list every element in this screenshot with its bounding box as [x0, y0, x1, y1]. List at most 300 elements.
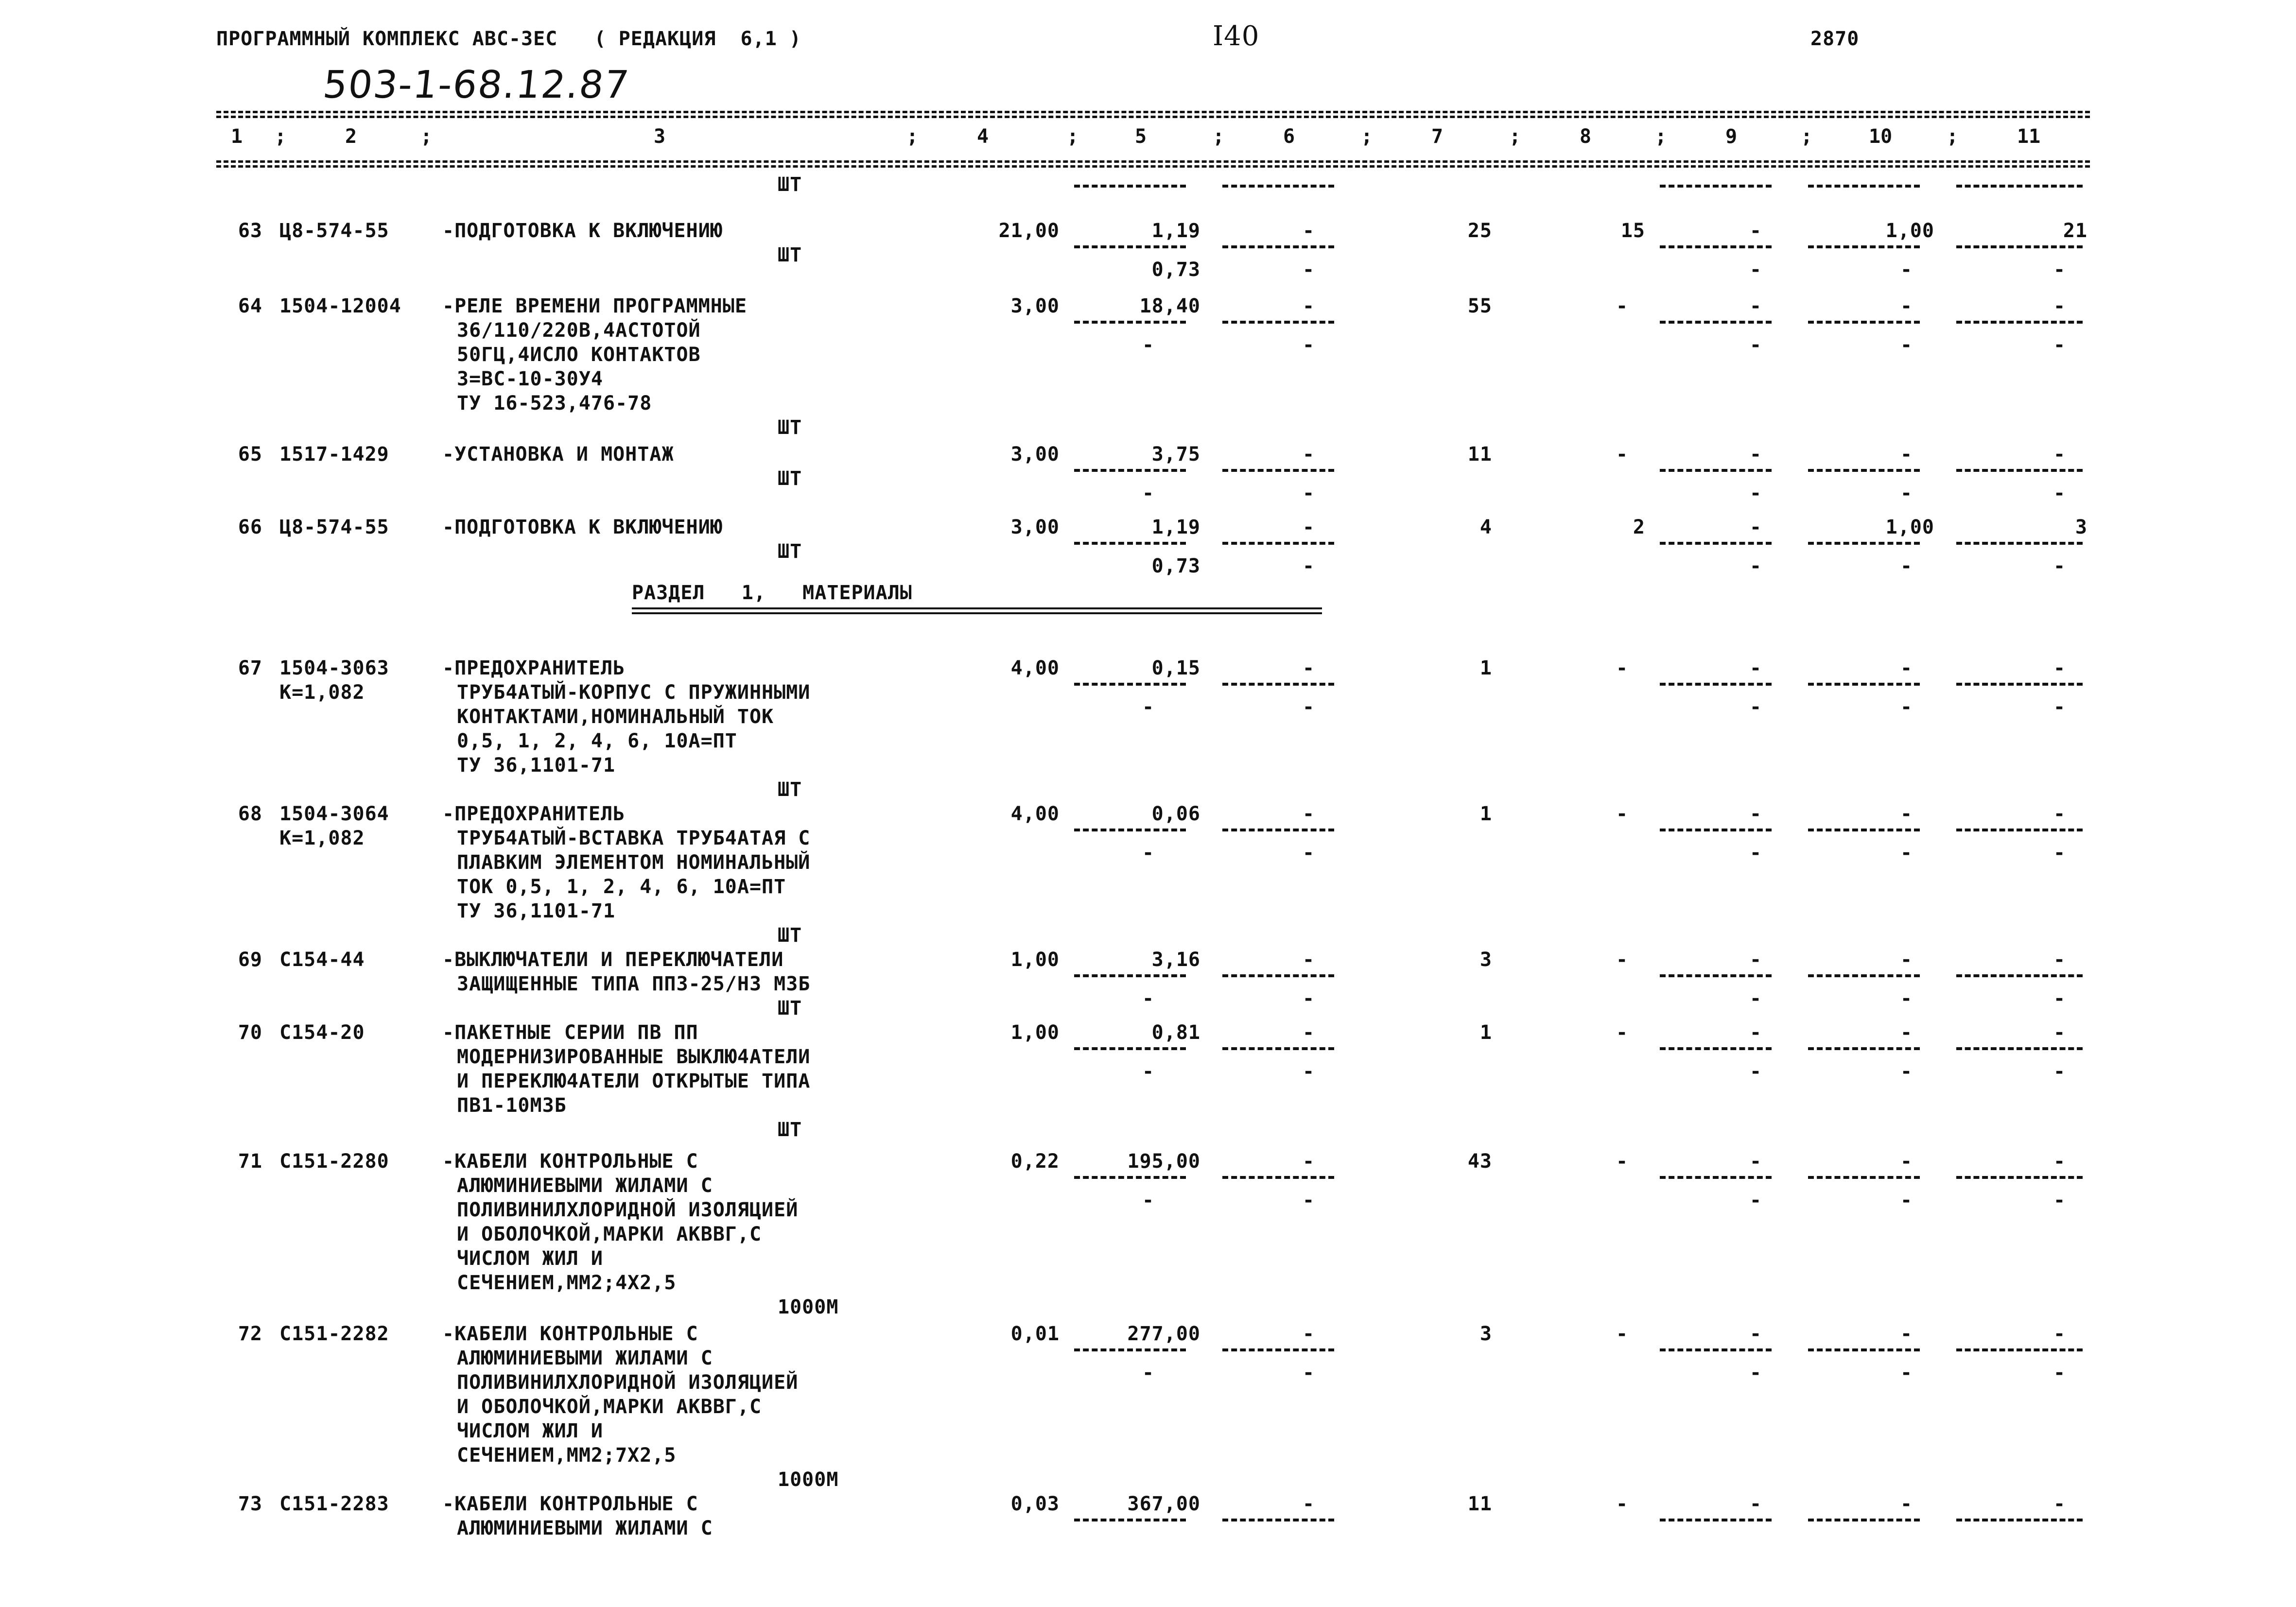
row-code: 1504-3064 — [279, 803, 389, 825]
cell-col6-secondary: - — [1303, 555, 1315, 577]
cell-col10: - — [1900, 1323, 1913, 1345]
dashed-separator — [1808, 974, 1920, 977]
row-number: 72 — [238, 1323, 262, 1345]
row-description-line: -УСТАНОВКА И МОНТАЖ — [442, 443, 674, 466]
dashed-separator — [1808, 185, 1920, 188]
row-description-line: ТРУБ4АТЫЙ-ВСТАВКА ТРУБ4АТАЯ С — [457, 827, 811, 849]
row-description-line: ЧИСЛОМ ЖИЛ И — [457, 1247, 603, 1270]
dashed-separator — [1222, 974, 1334, 977]
cell-col5: 0,06 — [1151, 803, 1200, 825]
dashed-separator — [1074, 829, 1186, 831]
row-unit: ШТ — [778, 416, 802, 439]
section-heading: РАЗДЕЛ 1, МАТЕРИАЛЫ — [632, 582, 912, 604]
cell-col11-secondary: - — [2053, 259, 2066, 281]
cell-col11-secondary: - — [2053, 334, 2066, 356]
cell-col5-secondary: 0,73 — [1151, 555, 1200, 577]
row-code: С151-2282 — [279, 1323, 389, 1345]
col-num-10: 10 — [1869, 125, 1893, 148]
dashed-separator — [1660, 1519, 1772, 1521]
cell-col6-secondary: - — [1303, 1060, 1315, 1083]
col-sep: ; — [1947, 125, 1959, 148]
dashed-separator — [1660, 321, 1772, 324]
dashed-separator — [1808, 542, 1920, 545]
cell-col9: - — [1750, 949, 1762, 971]
header-rule — [216, 160, 2090, 163]
cell-col11: - — [2053, 803, 2066, 825]
cell-col9-secondary: - — [1750, 482, 1762, 504]
dashed-separator — [1222, 245, 1334, 248]
cell-col9: - — [1750, 657, 1762, 679]
cell-col11-secondary: - — [2053, 696, 2066, 718]
cell-col9: - — [1750, 1021, 1762, 1044]
cell-col5-secondary: - — [1142, 842, 1155, 864]
row-code: 1517-1429 — [279, 443, 389, 466]
cell-col6: - — [1303, 516, 1315, 538]
cell-col4: 0,03 — [1010, 1493, 1060, 1515]
cell-col10-secondary: - — [1900, 555, 1913, 577]
cell-col10: - — [1900, 1493, 1913, 1515]
cell-col4: 4,00 — [1010, 803, 1060, 825]
page-number: I40 — [1213, 20, 1260, 52]
dashed-separator — [1222, 1176, 1334, 1179]
row-unit: ШТ — [778, 467, 802, 490]
cell-col8: - — [1616, 443, 1629, 466]
cell-col11-secondary: - — [2053, 1362, 2066, 1384]
dashed-separator — [1074, 542, 1186, 545]
col-sep: ; — [1067, 125, 1079, 148]
cell-col5-secondary: - — [1142, 696, 1155, 718]
cell-col10: - — [1900, 803, 1913, 825]
cell-col11: - — [2053, 1323, 2066, 1345]
row-description-line: СЕЧЕНИЕМ,ММ2;4Х2,5 — [457, 1272, 677, 1294]
col-sep: ; — [1509, 125, 1521, 148]
dashed-separator — [1660, 829, 1772, 831]
dashed-separator — [1074, 1047, 1186, 1050]
cell-col5-secondary: - — [1142, 1060, 1155, 1083]
cell-col6: - — [1303, 443, 1315, 466]
col-num-6: 6 — [1283, 125, 1295, 148]
dashed-separator — [1660, 683, 1772, 686]
row-description-line: 36/110/220В,4АСТОТОЙ — [457, 319, 701, 342]
cell-col6-secondary: - — [1303, 1189, 1315, 1211]
dashed-separator — [1074, 974, 1186, 977]
cell-col11: - — [2053, 949, 2066, 971]
cell-col9-secondary: - — [1750, 1189, 1762, 1211]
dashed-separator — [1956, 321, 2083, 324]
cell-col7: 43 — [1467, 1150, 1492, 1173]
row-description-line: ПОЛИВИНИЛХЛОРИДНОЙ ИЗОЛЯЦИЕЙ — [457, 1371, 799, 1394]
cell-col4: 3,00 — [1010, 443, 1060, 466]
cell-col6-secondary: - — [1303, 696, 1315, 718]
col-sep: ; — [1213, 125, 1225, 148]
cell-col9: - — [1750, 220, 1762, 242]
cell-col10-secondary: - — [1900, 987, 1913, 1010]
dashed-separator — [1956, 245, 2083, 248]
cell-col11: - — [2053, 1493, 2066, 1515]
row-code: 1504-12004 — [279, 295, 401, 317]
cell-col6: - — [1303, 1021, 1315, 1044]
dashed-separator — [1956, 1176, 2083, 1179]
dashed-separator — [1956, 185, 2083, 188]
cell-col6-secondary: - — [1303, 1362, 1315, 1384]
cell-col10: 1,00 — [1885, 516, 1934, 538]
dashed-separator — [1956, 1348, 2083, 1351]
row-description-line: ТРУБ4АТЫЙ-КОРПУС С ПРУЖИННЫМИ — [457, 681, 811, 704]
cell-col6: - — [1303, 803, 1315, 825]
dashed-separator — [1074, 245, 1186, 248]
row-description-line: -ПРЕДОХРАНИТЕЛЬ — [442, 803, 626, 825]
cell-col9: - — [1750, 803, 1762, 825]
cell-col7: 55 — [1467, 295, 1492, 317]
dashed-separator — [1808, 1176, 1920, 1179]
section-underline — [632, 607, 1322, 609]
col-num-8: 8 — [1580, 125, 1592, 148]
row-code: Ц8-574-55 — [279, 516, 389, 538]
cell-col4: 0,01 — [1010, 1323, 1060, 1345]
dashed-separator — [1222, 829, 1334, 831]
col-num-3: 3 — [654, 125, 666, 148]
row-description-line: -КАБЕЛИ КОНТРОЛЬНЫЕ С — [442, 1323, 698, 1345]
row-code: С151-2280 — [279, 1150, 389, 1173]
cell-col8: - — [1616, 657, 1629, 679]
col-num-7: 7 — [1431, 125, 1444, 148]
col-num-5: 5 — [1135, 125, 1147, 148]
row-unit: ШТ — [778, 540, 802, 563]
row-description-line: И ОБОЛОЧКОЙ,МАРКИ АКВВГ,С — [457, 1223, 762, 1245]
document-code: 2870 — [1810, 28, 1860, 50]
cell-col5: 195,00 — [1127, 1150, 1200, 1173]
row-description-line: -ПОДГОТОВКА К ВКЛЮЧЕНИЮ — [442, 516, 723, 538]
row-code: С154-20 — [279, 1021, 365, 1044]
cell-col9: - — [1750, 1493, 1762, 1515]
dashed-separator — [1222, 469, 1334, 472]
col-sep: ; — [275, 125, 287, 148]
cell-col5-secondary: 0,73 — [1151, 259, 1200, 281]
row-description-line: -ПОДГОТОВКА К ВКЛЮЧЕНИЮ — [442, 220, 723, 242]
cell-col4: 3,00 — [1010, 295, 1060, 317]
cell-col11-secondary: - — [2053, 1060, 2066, 1083]
cell-col10-secondary: - — [1900, 334, 1913, 356]
dashed-separator — [1074, 1176, 1186, 1179]
row-description-line: ЧИСЛОМ ЖИЛ И — [457, 1420, 603, 1442]
row-description-line: ПЛАВКИМ ЭЛЕМЕНТОМ НОМИНАЛЬНЫЙ — [457, 851, 811, 874]
row-description-line: -ПАКЕТНЫЕ СЕРИИ ПВ ПП — [442, 1021, 698, 1044]
cell-col7: 4 — [1479, 516, 1492, 538]
row-number: 70 — [238, 1021, 262, 1044]
row-description-line: ТУ 16-523,476-78 — [457, 392, 652, 415]
dashed-separator — [1956, 1519, 2083, 1521]
row-description-line: ТОК 0,5, 1, 2, 4, 6, 10А=ПТ — [457, 876, 786, 898]
cell-col9-secondary: - — [1750, 334, 1762, 356]
cell-col10-secondary: - — [1900, 259, 1913, 281]
cell-col10-secondary: - — [1900, 842, 1913, 864]
cell-col7: 3 — [1479, 1323, 1492, 1345]
row-coefficient: К=1,082 — [279, 681, 365, 704]
col-sep: ; — [1361, 125, 1373, 148]
cell-col10: - — [1900, 443, 1913, 466]
dashed-separator — [1660, 185, 1772, 188]
dashed-separator — [1222, 321, 1334, 324]
col-sep: ; — [1655, 125, 1667, 148]
cell-col11: 3 — [2075, 516, 2087, 538]
cell-col9: - — [1750, 1323, 1762, 1345]
dashed-separator — [1808, 321, 1920, 324]
dashed-separator — [1222, 185, 1334, 188]
cell-col8: - — [1616, 1021, 1629, 1044]
cell-col7: 1 — [1479, 1021, 1492, 1044]
header-rule-2 — [216, 165, 2090, 168]
dashed-separator — [1222, 1047, 1334, 1050]
row-description-line: ПВ1-10М3Б — [457, 1094, 567, 1117]
cell-col6: - — [1303, 657, 1315, 679]
row-unit: ШТ — [778, 1119, 802, 1141]
row-number: 68 — [238, 803, 262, 825]
row-number: 65 — [238, 443, 262, 466]
col-sep: ; — [906, 125, 919, 148]
cell-col8: - — [1616, 803, 1629, 825]
row-description-line: АЛЮМИНИЕВЫМИ ЖИЛАМИ С — [457, 1517, 713, 1539]
cell-col7: 1 — [1479, 657, 1492, 679]
dashed-separator — [1222, 1519, 1334, 1521]
unit-label: ШТ — [778, 173, 802, 196]
cell-col4: 3,00 — [1010, 516, 1060, 538]
col-sep: ; — [1801, 125, 1813, 148]
dashed-separator — [1074, 1519, 1186, 1521]
cell-col10-secondary: - — [1900, 482, 1913, 504]
dashed-separator — [1222, 683, 1334, 686]
cell-col11: - — [2053, 657, 2066, 679]
cell-col10: - — [1900, 295, 1913, 317]
row-description-line: ЗАЩИЩЕННЫЕ ТИПА ПП3-25/Н3 М3Б — [457, 973, 811, 995]
cell-col10-secondary: - — [1900, 696, 1913, 718]
dashed-separator — [1956, 974, 2083, 977]
cell-col10-secondary: - — [1900, 1362, 1913, 1384]
cell-col6: - — [1303, 1150, 1315, 1173]
row-number: 71 — [238, 1150, 262, 1173]
dashed-separator — [1660, 542, 1772, 545]
col-sep: ; — [420, 125, 433, 148]
cell-col8: - — [1616, 1150, 1629, 1173]
row-description-line: 0,5, 1, 2, 4, 6, 10А=ПТ — [457, 730, 737, 752]
row-description-line: ТУ 36,1101-71 — [457, 900, 616, 922]
row-description-line: И ПЕРЕКЛЮ4АТЕЛИ ОТКРЫТЫЕ ТИПА — [457, 1070, 811, 1092]
dashed-separator — [1660, 974, 1772, 977]
cell-col7: 11 — [1467, 443, 1492, 466]
cell-col10: - — [1900, 949, 1913, 971]
cell-col7: 1 — [1479, 803, 1492, 825]
dashed-separator — [1074, 185, 1186, 188]
cell-col11-secondary: - — [2053, 987, 2066, 1010]
cell-col8: - — [1616, 1493, 1629, 1515]
dashed-separator — [1808, 1047, 1920, 1050]
cell-col6: - — [1303, 1493, 1315, 1515]
cell-col11-secondary: - — [2053, 482, 2066, 504]
handwritten-reference: 503-1-68.12.87 — [321, 63, 632, 107]
cell-col10-secondary: - — [1900, 1189, 1913, 1211]
dashed-separator — [1808, 245, 1920, 248]
cell-col8: 2 — [1633, 516, 1645, 538]
row-description-line: ПОЛИВИНИЛХЛОРИДНОЙ ИЗОЛЯЦИЕЙ — [457, 1199, 799, 1221]
cell-col10-secondary: - — [1900, 1060, 1913, 1083]
cell-col4: 4,00 — [1010, 657, 1060, 679]
row-unit: ШТ — [778, 924, 802, 947]
dashed-separator — [1074, 469, 1186, 472]
cell-col5: 3,75 — [1151, 443, 1200, 466]
dashed-separator — [1808, 1348, 1920, 1351]
cell-col10: - — [1900, 657, 1913, 679]
cell-col11: 21 — [2063, 220, 2087, 242]
dashed-separator — [1660, 245, 1772, 248]
cell-col5-secondary: - — [1142, 334, 1155, 356]
dashed-separator — [1660, 1348, 1772, 1351]
dashed-separator — [1808, 469, 1920, 472]
cell-col9: - — [1750, 295, 1762, 317]
col-num-9: 9 — [1725, 125, 1738, 148]
cell-col4: 1,00 — [1010, 949, 1060, 971]
cell-col6-secondary: - — [1303, 842, 1315, 864]
cell-col9-secondary: - — [1750, 842, 1762, 864]
cell-col6-secondary: - — [1303, 334, 1315, 356]
row-number: 63 — [238, 220, 262, 242]
row-code: 1504-3063 — [279, 657, 389, 679]
cell-col6: - — [1303, 220, 1315, 242]
row-description-line: 3=ВС-10-30У4 — [457, 368, 603, 390]
cell-col8: 15 — [1620, 220, 1645, 242]
row-description-line: МОДЕРНИЗИРОВАННЫЕ ВЫКЛЮ4АТЕЛИ — [457, 1046, 811, 1068]
row-description-line: ТУ 36,1101-71 — [457, 754, 616, 777]
cell-col11-secondary: - — [2053, 842, 2066, 864]
cell-col5-secondary: - — [1142, 987, 1155, 1010]
cell-col7: 11 — [1467, 1493, 1492, 1515]
dashed-separator — [1222, 1348, 1334, 1351]
dashed-separator — [1660, 469, 1772, 472]
top-rule-2 — [216, 116, 2090, 118]
row-code: С154-44 — [279, 949, 365, 971]
row-number: 73 — [238, 1493, 262, 1515]
row-unit: ШТ — [778, 997, 802, 1019]
cell-col11-secondary: - — [2053, 1189, 2066, 1211]
col-num-4: 4 — [977, 125, 989, 148]
cell-col9: - — [1750, 443, 1762, 466]
cell-col11: - — [2053, 295, 2066, 317]
cell-col5-secondary: - — [1142, 1189, 1155, 1211]
dashed-separator — [1956, 683, 2083, 686]
cell-col6: - — [1303, 295, 1315, 317]
cell-col8: - — [1616, 295, 1629, 317]
cell-col10: 1,00 — [1885, 220, 1934, 242]
dashed-separator — [1956, 542, 2083, 545]
row-code: С151-2283 — [279, 1493, 389, 1515]
dashed-separator — [1660, 1176, 1772, 1179]
cell-col11: - — [2053, 1150, 2066, 1173]
cell-col8: - — [1616, 949, 1629, 971]
cell-col4: 0,22 — [1010, 1150, 1060, 1173]
cell-col6-secondary: - — [1303, 482, 1315, 504]
row-unit: ШТ — [778, 778, 802, 801]
row-number: 66 — [238, 516, 262, 538]
cell-col6: - — [1303, 1323, 1315, 1345]
row-description-line: И ОБОЛОЧКОЙ,МАРКИ АКВВГ,С — [457, 1396, 762, 1418]
cell-col9-secondary: - — [1750, 1362, 1762, 1384]
row-number: 67 — [238, 657, 262, 679]
row-code: Ц8-574-55 — [279, 220, 389, 242]
dashed-separator — [1660, 1047, 1772, 1050]
cell-col9-secondary: - — [1750, 987, 1762, 1010]
cell-col5: 0,81 — [1151, 1021, 1200, 1044]
row-unit: 1000М — [778, 1469, 839, 1491]
cell-col5-secondary: - — [1142, 1362, 1155, 1384]
dashed-separator — [1808, 1519, 1920, 1521]
row-description-line: КОНТАКТАМИ,НОМИНАЛЬНЫЙ ТОК — [457, 706, 774, 728]
section-underline — [632, 612, 1322, 614]
cell-col5: 1,19 — [1151, 516, 1200, 538]
cell-col5: 277,00 — [1127, 1323, 1200, 1345]
dashed-separator — [1222, 542, 1334, 545]
dashed-separator — [1074, 1348, 1186, 1351]
cell-col10: - — [1900, 1021, 1913, 1044]
row-number: 64 — [238, 295, 262, 317]
cell-col6-secondary: - — [1303, 987, 1315, 1010]
cell-col11: - — [2053, 443, 2066, 466]
cell-col9: - — [1750, 516, 1762, 538]
top-rule — [216, 111, 2090, 113]
dashed-separator — [1956, 469, 2083, 472]
dashed-separator — [1808, 829, 1920, 831]
cell-col10: - — [1900, 1150, 1913, 1173]
cell-col5: 1,19 — [1151, 220, 1200, 242]
cell-col5: 0,15 — [1151, 657, 1200, 679]
row-description-line: -ВЫКЛЮЧАТЕЛИ И ПЕРЕКЛЮЧАТЕЛИ — [442, 949, 784, 971]
cell-col9-secondary: - — [1750, 259, 1762, 281]
row-unit: ШТ — [778, 244, 802, 266]
row-description-line: -РЕЛЕ ВРЕМЕНИ ПРОГРАММНЫЕ — [442, 295, 748, 317]
row-number: 69 — [238, 949, 262, 971]
cell-col5: 3,16 — [1151, 949, 1200, 971]
cell-col5: 367,00 — [1127, 1493, 1200, 1515]
dashed-separator — [1956, 829, 2083, 831]
cell-col11-secondary: - — [2053, 555, 2066, 577]
cell-col9: - — [1750, 1150, 1762, 1173]
cell-col7: 3 — [1479, 949, 1492, 971]
cell-col9-secondary: - — [1750, 696, 1762, 718]
cell-col11: - — [2053, 1021, 2066, 1044]
col-num-2: 2 — [345, 125, 357, 148]
row-description-line: -ПРЕДОХРАНИТЕЛЬ — [442, 657, 626, 679]
row-description-line: АЛЮМИНИЕВЫМИ ЖИЛАМИ С — [457, 1347, 713, 1369]
cell-col6: - — [1303, 949, 1315, 971]
dashed-separator — [1808, 683, 1920, 686]
row-description-line: АЛЮМИНИЕВЫМИ ЖИЛАМИ С — [457, 1175, 713, 1197]
row-description-line: 50ГЦ,4ИСЛО КОНТАКТОВ — [457, 344, 701, 366]
col-num-11: 11 — [2017, 125, 2041, 148]
row-coefficient: К=1,082 — [279, 827, 365, 849]
col-num-1: 1 — [231, 125, 243, 148]
dashed-separator — [1074, 321, 1186, 324]
cell-col8: - — [1616, 1323, 1629, 1345]
cell-col9-secondary: - — [1750, 1060, 1762, 1083]
cell-col5-secondary: - — [1142, 482, 1155, 504]
cell-col5: 18,40 — [1139, 295, 1200, 317]
dashed-separator — [1956, 1047, 2083, 1050]
dashed-separator — [1074, 683, 1186, 686]
cell-col6-secondary: - — [1303, 259, 1315, 281]
row-description-line: -КАБЕЛИ КОНТРОЛЬНЫЕ С — [442, 1150, 698, 1173]
program-title: ПРОГРАММНЫЙ КОМПЛЕКС АВС-3ЕС ( РЕДАКЦИЯ 6,1 ) — [216, 28, 801, 50]
cell-col7: 25 — [1467, 220, 1492, 242]
row-description-line: -КАБЕЛИ КОНТРОЛЬНЫЕ С — [442, 1493, 698, 1515]
cell-col4: 21,00 — [998, 220, 1060, 242]
cell-col9-secondary: - — [1750, 555, 1762, 577]
